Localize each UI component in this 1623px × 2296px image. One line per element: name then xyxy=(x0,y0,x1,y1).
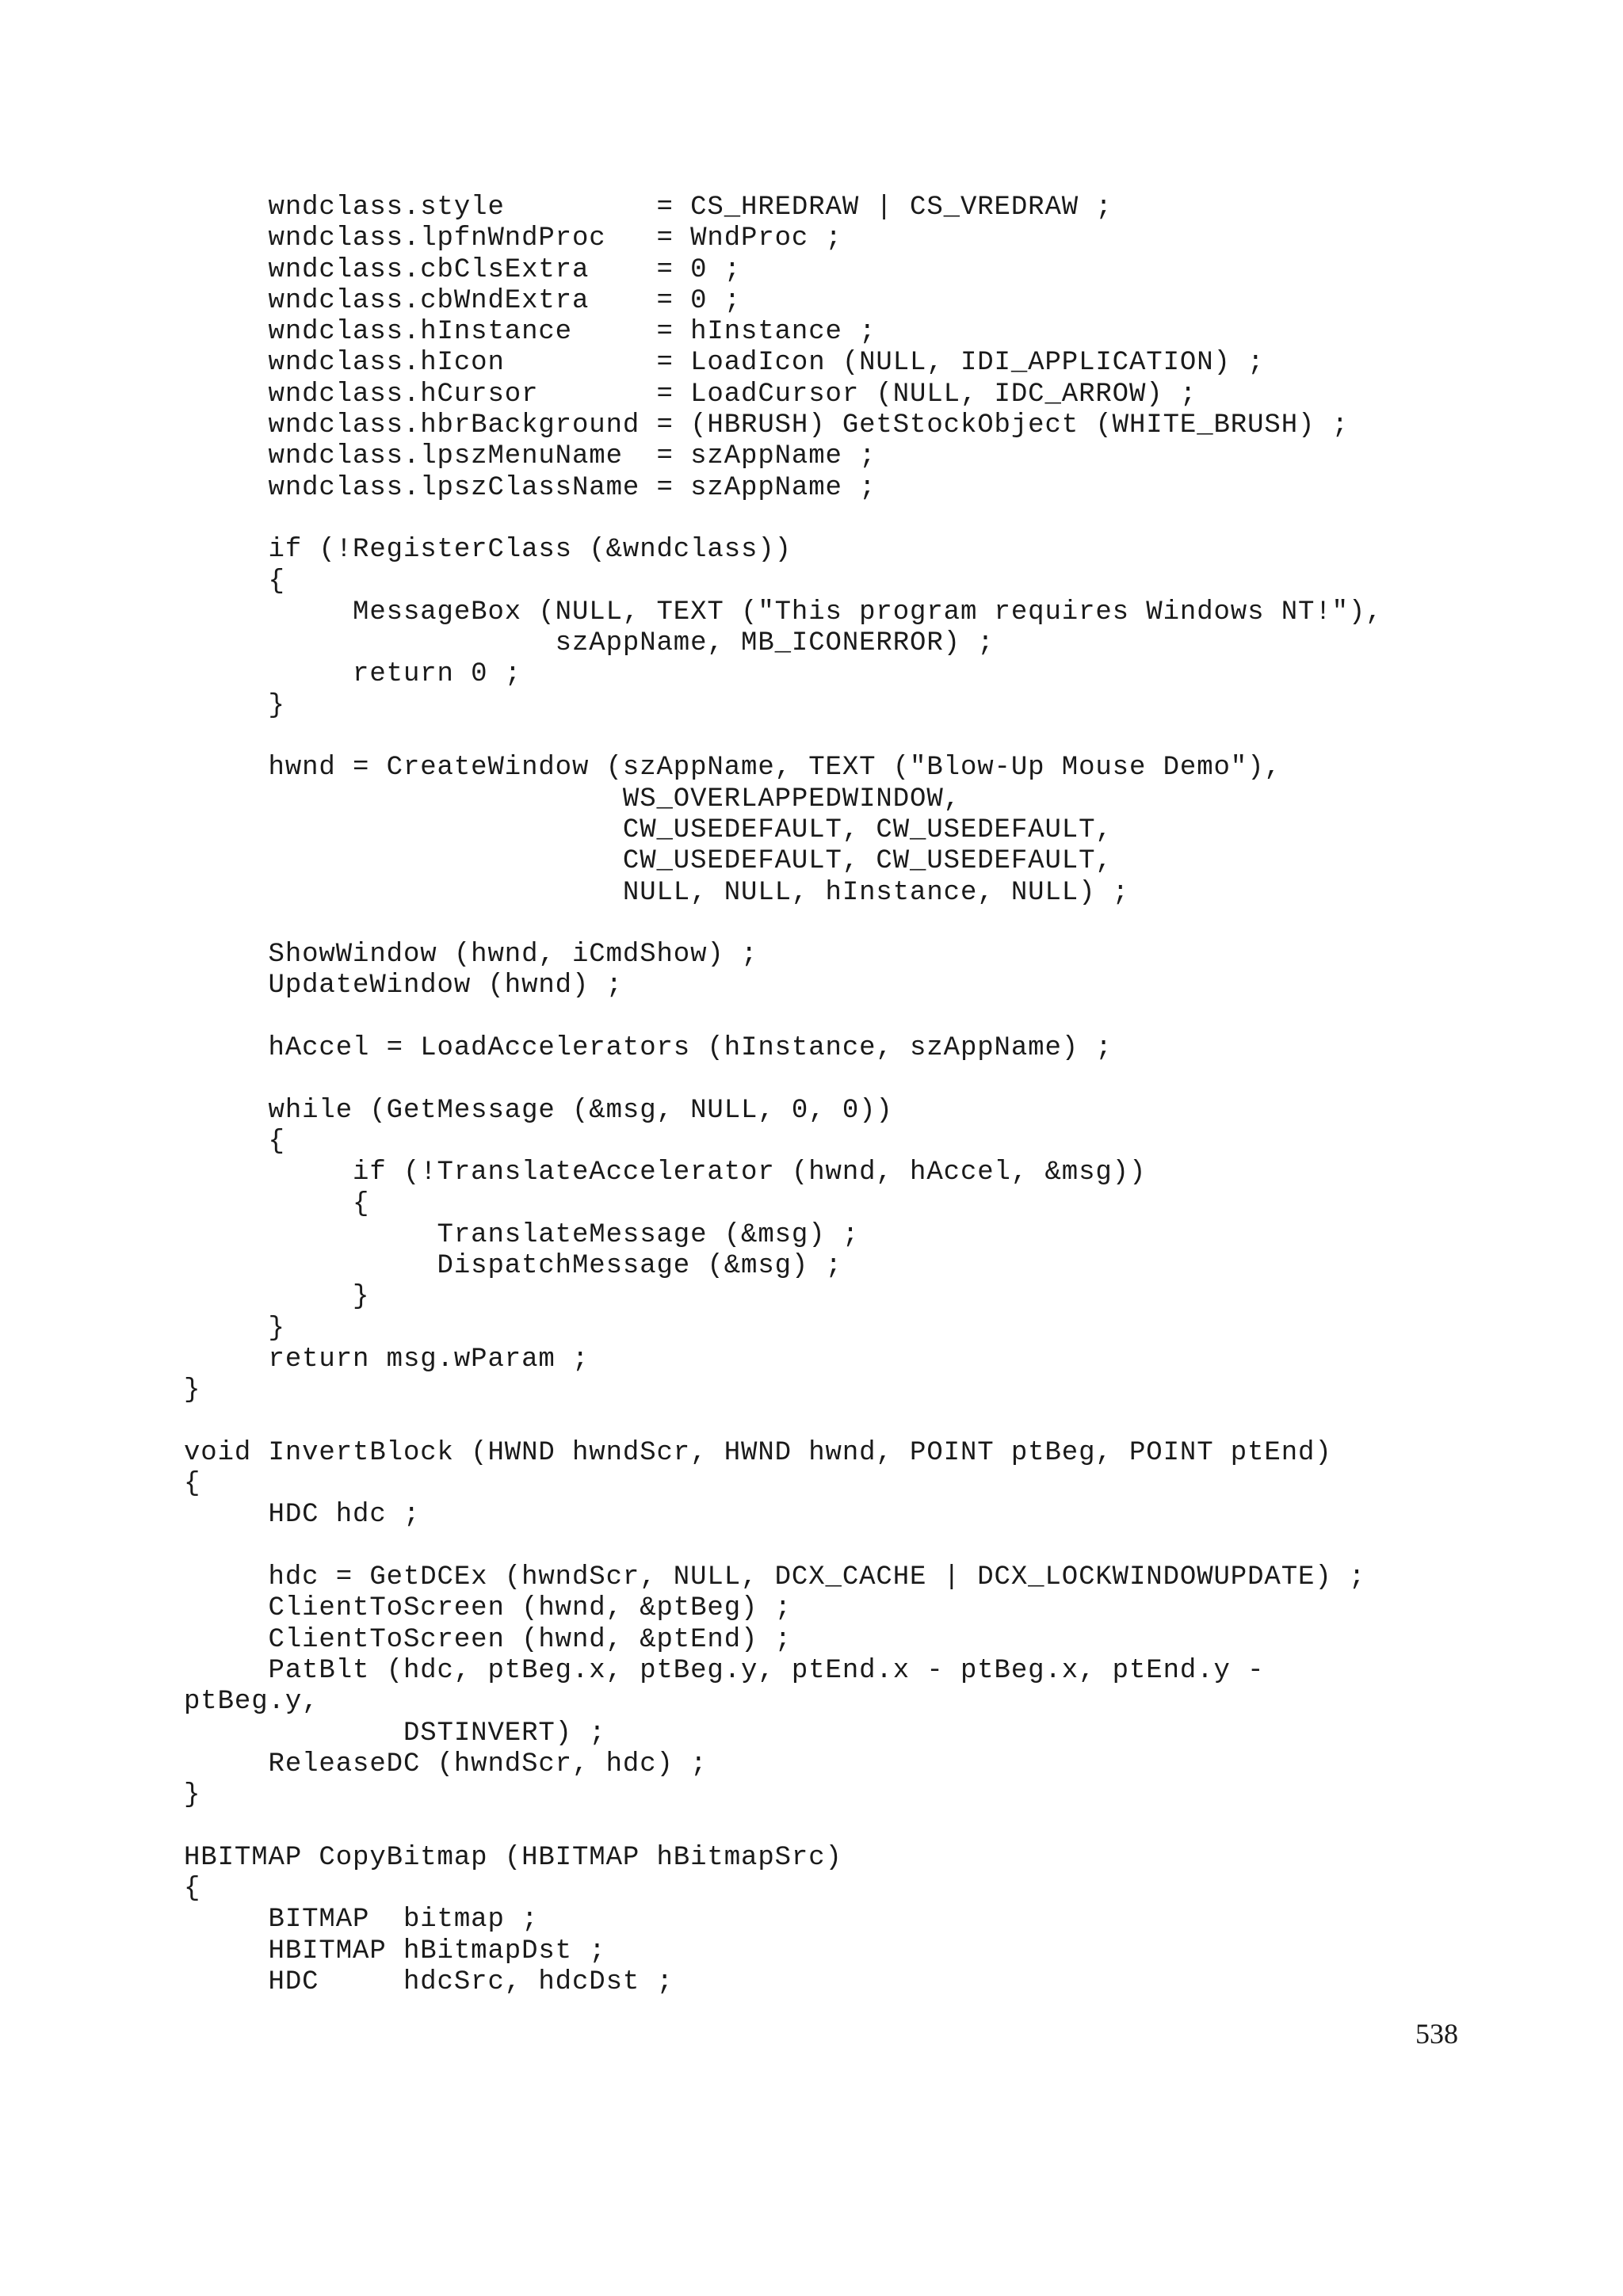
code-line: wndclass.cbWndExtra = 0 ; xyxy=(184,285,742,316)
page-number: 538 xyxy=(1415,2018,1458,2050)
code-line: wndclass.lpszClassName = szAppName ; xyxy=(184,472,876,503)
code-line xyxy=(184,504,1383,535)
code-line: ptBeg.y, xyxy=(184,1687,319,1718)
code-line: wndclass.hInstance = hInstance ; xyxy=(184,317,876,348)
code-line: ShowWindow (hwnd, iCmdShow) ; xyxy=(184,940,758,971)
code-line: CW_USEDEFAULT, CW_USEDEFAULT, xyxy=(184,846,1113,877)
code-line: hdc = GetDCEx (hwndScr, NULL, DCX_CACHE | DCX_LOCKWINDOWUPDATE) ; xyxy=(184,1562,1366,1593)
code-line: void InvertBlock (HWND hwndScr, HWND hwnd, POINT ptBeg, POINT ptEnd) xyxy=(184,1437,1332,1468)
code-line xyxy=(184,1531,1383,1562)
code-line: ClientToScreen (hwnd, &ptEnd) ; xyxy=(184,1624,792,1655)
code-line: wndclass.hIcon = LoadIcon (NULL, IDI_APPLICATION) ; xyxy=(184,348,1265,379)
code-line: } xyxy=(184,1313,285,1344)
code-listing xyxy=(184,193,1383,1998)
code-line: { xyxy=(184,566,285,597)
code-line: } xyxy=(184,1282,370,1313)
code-line: PatBlt (hdc, ptBeg.x, ptBeg.y, ptEnd.x - ptBeg.x, ptEnd.y - xyxy=(184,1655,1265,1686)
code-line: ClientToScreen (hwnd, &ptBeg) ; xyxy=(184,1593,792,1624)
code-line: { xyxy=(184,1874,201,1905)
code-line xyxy=(184,722,1383,753)
code-line: } xyxy=(184,1780,201,1811)
code-line: } xyxy=(184,1375,201,1406)
code-line: DSTINVERT) ; xyxy=(184,1718,606,1749)
code-line xyxy=(184,1002,1383,1033)
code-line: ReleaseDC (hwndScr, hdc) ; xyxy=(184,1749,708,1779)
code-line: while (GetMessage (&msg, NULL, 0, 0)) xyxy=(184,1095,893,1126)
code-line: return msg.wParam ; xyxy=(184,1344,590,1375)
code-line: HDC hdcSrc, hdcDst ; xyxy=(184,1966,674,1997)
code-line: HBITMAP CopyBitmap (HBITMAP hBitmapSrc) xyxy=(184,1842,842,1873)
code-line xyxy=(184,1407,1383,1438)
code-line: szAppName, MB_ICONERROR) ; xyxy=(184,628,995,659)
code-line: { xyxy=(184,1469,201,1500)
code-line: HBITMAP hBitmapDst ; xyxy=(184,1936,606,1966)
code-line xyxy=(184,1064,1383,1095)
code-line: hAccel = LoadAccelerators (hInstance, szAppName) ; xyxy=(184,1033,1113,1064)
code-line: { xyxy=(184,1126,285,1157)
code-line: return 0 ; xyxy=(184,659,522,690)
code-line: wndclass.cbClsExtra = 0 ; xyxy=(184,254,742,285)
code-line: NULL, NULL, hInstance, NULL) ; xyxy=(184,877,1129,908)
code-line: wndclass.hCursor = LoadCursor (NULL, IDC_ARROW) ; xyxy=(184,379,1197,410)
code-line: WS_OVERLAPPEDWINDOW, xyxy=(184,784,960,814)
code-line: { xyxy=(184,1188,370,1219)
code-line: } xyxy=(184,690,285,721)
code-line: wndclass.hbrBackground = (HBRUSH) GetStockObject (WHITE_BRUSH) ; xyxy=(184,410,1349,441)
code-line: DispatchMessage (&msg) ; xyxy=(184,1251,842,1282)
code-line: if (!TranslateAccelerator (hwnd, hAccel, &msg)) xyxy=(184,1158,1147,1188)
code-line: CW_USEDEFAULT, CW_USEDEFAULT, xyxy=(184,814,1113,845)
code-line: wndclass.lpfnWndProc = WndProc ; xyxy=(184,223,842,254)
code-line: TranslateMessage (&msg) ; xyxy=(184,1219,860,1250)
code-line xyxy=(184,1811,1383,1842)
code-line: hwnd = CreateWindow (szAppName, TEXT ("Blow-Up Mouse Demo"), xyxy=(184,753,1281,784)
code-line: if (!RegisterClass (&wndclass)) xyxy=(184,535,792,566)
code-line: wndclass.lpszMenuName = szAppName ; xyxy=(184,441,876,472)
code-line: wndclass.style = CS_HREDRAW | CS_VREDRAW ; xyxy=(184,193,1113,223)
code-line: UpdateWindow (hwnd) ; xyxy=(184,971,623,1001)
code-line: MessageBox (NULL, TEXT ("This program requires Windows NT!"), xyxy=(184,597,1383,627)
code-line xyxy=(184,909,1383,940)
code-line: BITMAP bitmap ; xyxy=(184,1905,539,1936)
code-line: HDC hdc ; xyxy=(184,1500,421,1531)
